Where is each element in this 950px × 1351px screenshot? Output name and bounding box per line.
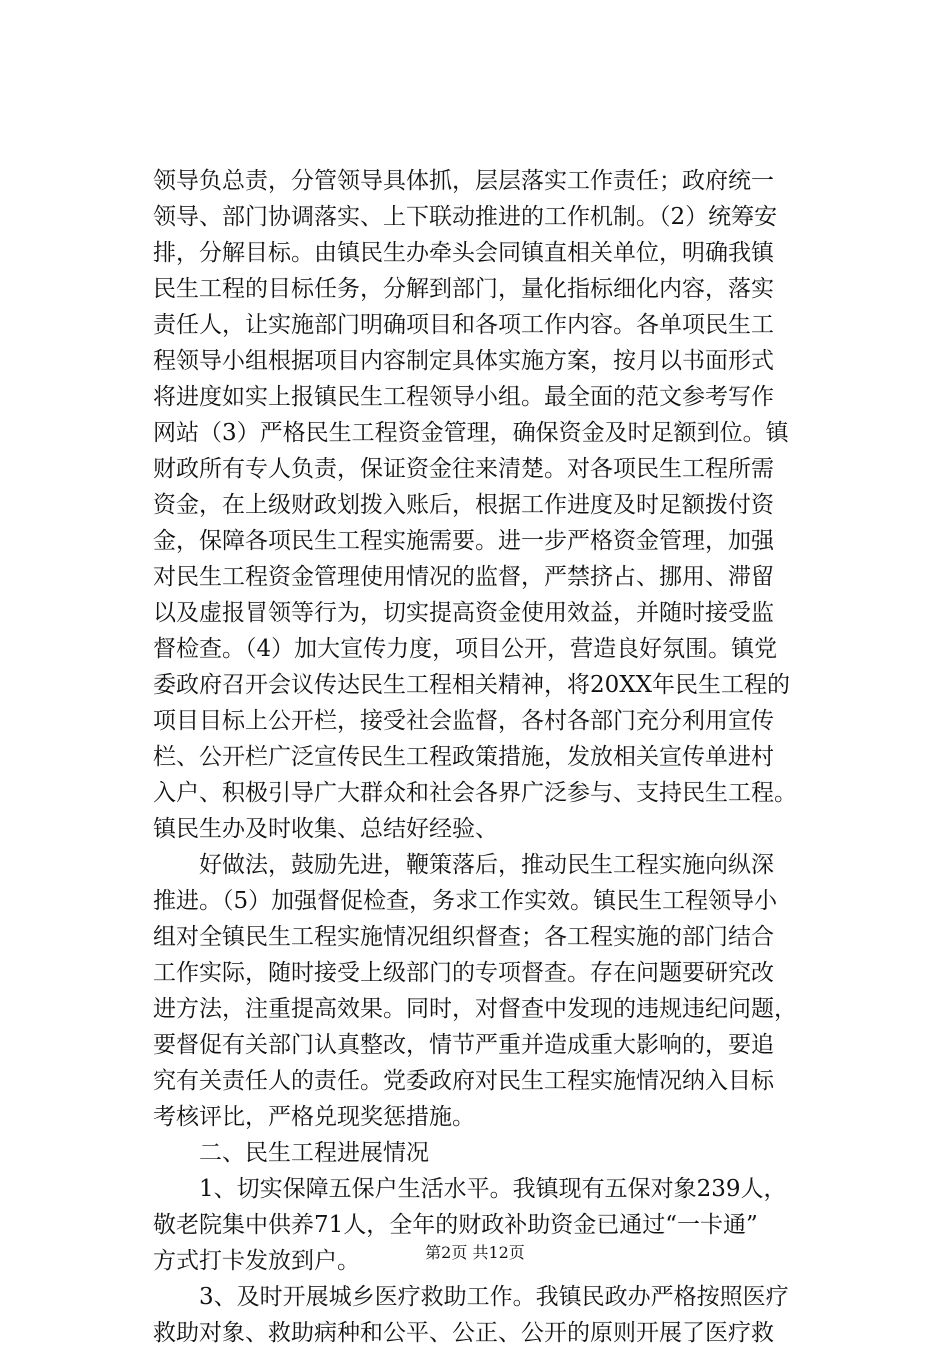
text-line: 方式打卡发放到户。 bbox=[153, 1248, 360, 1274]
text-line: 1、切实保障五保户生活水平。我镇现有五保对象239人， bbox=[199, 1176, 787, 1202]
text-line: 以及虚报冒领等行为，切实提高资金使用效益，并随时接受监 bbox=[153, 600, 774, 626]
text-line: 组对全镇民生工程实施情况组织督查；各工程实施的部门结合 bbox=[153, 924, 774, 950]
text-line: 镇民生办及时收集、总结好经验、 bbox=[153, 816, 498, 842]
text-line: 二、民生工程进展情况 bbox=[199, 1140, 429, 1166]
text-line: 入户、积极引导广大群众和社会各界广泛参与、支持民生工程。 bbox=[153, 780, 797, 806]
text-line: 金，保障各项民生工程实施需要。进一步严格资金管理，加强 bbox=[153, 528, 774, 554]
text-line: 资金，在上级财政划拨入账后，根据工作进度及时足额拨付资 bbox=[153, 492, 774, 518]
page-number-footer: 第2页 共12页 bbox=[425, 1243, 525, 1262]
text-line: 领导、部门协调落实、上下联动推进的工作机制。（2）统筹安 bbox=[153, 204, 778, 230]
text-line: 民生工程的目标任务，分解到部门，量化指标细化内容，落实 bbox=[153, 276, 774, 302]
text-line: 推进。（5）加强督促检查，务求工作实效。镇民生工程领导小 bbox=[153, 888, 778, 914]
text-line: 将进度如实上报镇民生工程领导小组。最全面的范文参考写作 bbox=[153, 384, 774, 410]
text-line: 3、及时开展城乡医疗救助工作。我镇民政办严格按照医疗 bbox=[199, 1284, 789, 1310]
text-line: 救助对象、救助病种和公平、公正、公开的原则开展了医疗救 bbox=[153, 1320, 774, 1346]
text-line: 工作实际，随时接受上级部门的专项督查。存在问题要研究改 bbox=[153, 960, 774, 986]
document-body bbox=[153, 163, 833, 1351]
text-line: 考核评比，严格兑现奖惩措施。 bbox=[153, 1104, 475, 1130]
text-line: 好做法，鼓励先进，鞭策落后，推动民生工程实施向纵深 bbox=[199, 852, 774, 878]
text-line: 究有关责任人的责任。党委政府对民生工程实施情况纳入目标 bbox=[153, 1068, 774, 1094]
text-line: 程领导小组根据项目内容制定具体实施方案，按月以书面形式 bbox=[153, 348, 774, 374]
text-line: 敬老院集中供养71人，全年的财政补助资金已通过“一卡通” bbox=[153, 1212, 758, 1238]
text-line: 栏、公开栏广泛宣传民生工程政策措施，发放相关宣传单进村 bbox=[153, 744, 774, 770]
text-line: 对民生工程资金管理使用情况的监督，严禁挤占、挪用、滞留 bbox=[153, 564, 774, 590]
text-line: 网站（3）严格民生工程资金管理，确保资金及时足额到位。镇 bbox=[153, 420, 789, 446]
text-line: 要督促有关部门认真整改，情节严重并造成重大影响的，要追 bbox=[153, 1032, 774, 1058]
text-line: 排，分解目标。由镇民生办牵头会同镇直相关单位，明确我镇 bbox=[153, 240, 774, 266]
text-line: 责任人，让实施部门明确项目和各项工作内容。各单项民生工 bbox=[153, 312, 774, 338]
text-line: 进方法，注重提高效果。同时，对督查中发现的违规违纪问题， bbox=[153, 996, 797, 1022]
text-line: 项目目标上公开栏，接受社会监督，各村各部门充分利用宣传 bbox=[153, 708, 774, 734]
text-line: 财政所有专人负责，保证资金往来清楚。对各项民生工程所需 bbox=[153, 456, 774, 482]
text-line: 领导负总责，分管领导具体抓，层层落实工作责任；政府统一 bbox=[153, 168, 774, 194]
text-line: 委政府召开会议传达民生工程相关精神，将20XX年民生工程的 bbox=[153, 672, 791, 698]
text-line: 督检查。（4）加大宣传力度，项目公开，营造良好氛围。镇党 bbox=[153, 636, 778, 662]
